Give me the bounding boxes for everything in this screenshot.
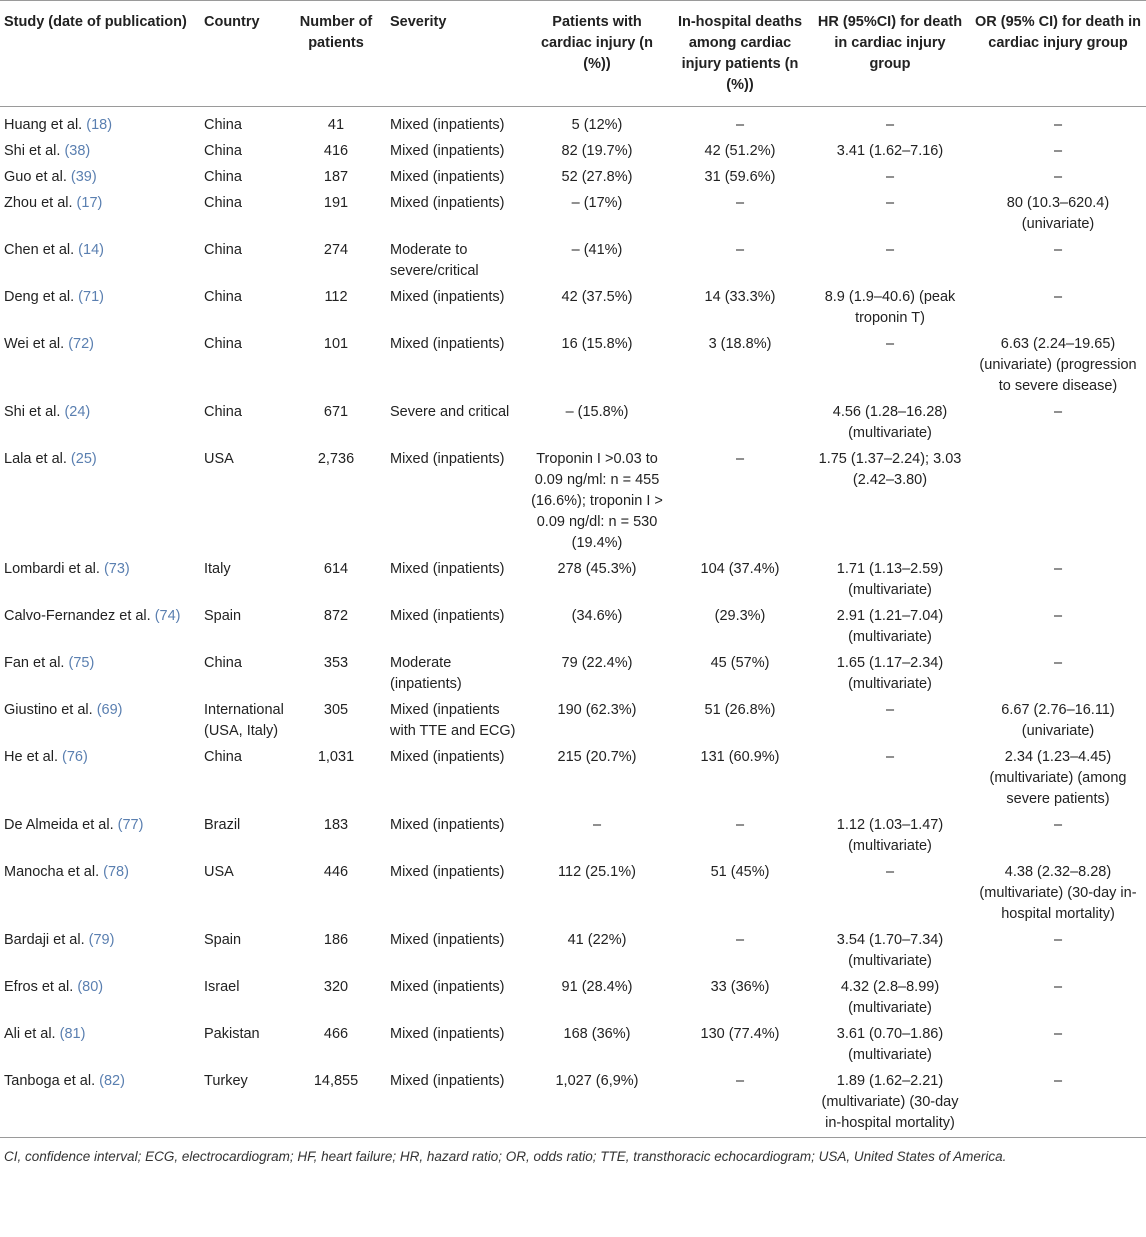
cell-severity: Mixed (inpatients)	[390, 749, 505, 765]
cell-cardiac-injury: 41 (22%)	[567, 932, 627, 948]
cell-cardiac-injury: 168 (36%)	[563, 1026, 631, 1042]
cell-study	[0, 1069, 200, 1138]
cell-hr: 3.41 (1.62–7.16)	[836, 143, 944, 159]
cell-or: 2.34 (1.23–4.45) (multivariate) (among severe patients)	[989, 749, 1127, 807]
study-name: Deng et al.	[4, 289, 75, 305]
cell-country: China	[204, 117, 242, 133]
cell-severity: Mixed (inpatients)	[390, 561, 505, 577]
cell-study	[0, 860, 200, 928]
cell-hr: –	[885, 195, 895, 211]
cell-or: –	[1053, 242, 1063, 258]
cell-hr: 8.9 (1.9–40.6) (peak troponin T)	[824, 289, 956, 326]
cell-or: 80 (10.3–620.4) (univariate)	[1006, 195, 1110, 232]
study-name: Calvo-Fernandez et al.	[4, 608, 151, 624]
table-row	[0, 557, 1146, 604]
table-row	[0, 191, 1146, 238]
table-row	[0, 604, 1146, 651]
header-study: Study (date of publication)	[0, 1, 200, 107]
reference-link[interactable]: (75)	[68, 655, 95, 671]
cell-cardiac-injury: 215 (20.7%)	[557, 749, 637, 765]
cell-hr: 1.89 (1.62–2.21) (multivariate) (30-day in-hospital mortality)	[821, 1073, 959, 1131]
study-name: Shi et al.	[4, 143, 61, 159]
cell-or: –	[1053, 1026, 1063, 1042]
reference-link[interactable]: (81)	[59, 1026, 86, 1042]
reference-link[interactable]: (17)	[76, 195, 103, 211]
cell-country: Brazil	[204, 817, 241, 833]
cell-or: –	[1053, 561, 1063, 577]
cell-number-of-patients: 466	[323, 1026, 349, 1042]
header-hr: HR (95%CI) for death in cardiac injury group	[810, 1, 970, 107]
cell-number-of-patients: 1,031	[317, 749, 355, 765]
cell-country: China	[204, 749, 242, 765]
cell-in-hospital-deaths: 51 (45%)	[710, 864, 770, 880]
cell-hr: 1.12 (1.03–1.47) (multivariate)	[836, 817, 944, 854]
cell-number-of-patients: 183	[323, 817, 349, 833]
reference-link[interactable]: (18)	[86, 117, 113, 133]
table-row	[0, 651, 1146, 698]
cell-in-hospital-deaths: 51 (26.8%)	[704, 702, 776, 718]
cell-study	[0, 447, 200, 557]
cell-hr: 1.65 (1.17–2.34) (multivariate)	[836, 655, 944, 692]
table-row	[0, 139, 1146, 165]
cell-in-hospital-deaths: 14 (33.3%)	[704, 289, 776, 305]
cell-in-hospital-deaths: 33 (36%)	[710, 979, 770, 995]
cell-severity: Moderate to severe/critical	[390, 242, 479, 279]
cell-hr: 3.61 (0.70–1.86) (multivariate)	[836, 1026, 944, 1063]
cell-study	[0, 139, 200, 165]
cell-severity: Mixed (inpatients)	[390, 1026, 505, 1042]
study-name: Guo et al.	[4, 169, 67, 185]
cell-country: USA	[204, 864, 234, 880]
cell-cardiac-injury: – (41%)	[571, 242, 623, 258]
cell-cardiac-injury: 278 (45.3%)	[557, 561, 637, 577]
table-row	[0, 813, 1146, 860]
cell-or: –	[1053, 169, 1063, 185]
cell-country: Spain	[204, 932, 242, 948]
reference-link[interactable]: (82)	[99, 1073, 125, 1089]
study-name: Wei et al.	[4, 336, 65, 352]
reference-link[interactable]: (71)	[78, 289, 104, 305]
cell-study	[0, 745, 200, 813]
table-row	[0, 698, 1146, 745]
cell-study	[0, 400, 200, 447]
header-severity: Severity	[386, 1, 524, 107]
cell-severity: Mixed (inpatients)	[390, 817, 505, 833]
table-row	[0, 107, 1146, 140]
cell-study	[0, 557, 200, 604]
cell-severity: Mixed (inpatients)	[390, 608, 505, 624]
study-name: Giustino et al.	[4, 702, 93, 718]
cell-in-hospital-deaths: –	[735, 242, 745, 258]
footnote: CI, confidence interval; ECG, electrocardiogram; HF, heart failure; HR, hazard ratio; OR, odds ratio; TTE, transthoracic echocardiogram; USA, United States of America.	[0, 1138, 1146, 1168]
header-country: Country	[200, 1, 286, 107]
cell-number-of-patients: 187	[323, 169, 349, 185]
cell-in-hospital-deaths: –	[735, 117, 745, 133]
cell-cardiac-injury: 5 (12%)	[571, 117, 623, 133]
cell-or: –	[1053, 117, 1063, 133]
cell-number-of-patients: 274	[323, 242, 349, 258]
cell-hr: 4.56 (1.28–16.28) (multivariate)	[832, 404, 948, 441]
study-name: Efros et al.	[4, 979, 74, 995]
table-row	[0, 1022, 1146, 1069]
cell-or: –	[1053, 404, 1063, 420]
cell-country: China	[204, 655, 242, 671]
cell-hr: 4.32 (2.8–8.99) (multivariate)	[840, 979, 940, 1016]
cell-country: Israel	[204, 979, 240, 995]
cell-number-of-patients: 353	[323, 655, 349, 671]
cell-or: –	[1053, 143, 1063, 159]
cell-country: Italy	[204, 561, 231, 577]
cell-cardiac-injury: 82 (19.7%)	[561, 143, 633, 159]
cell-study	[0, 975, 200, 1022]
cell-hr: –	[885, 336, 895, 352]
cell-hr: –	[885, 702, 895, 718]
cell-country: Spain	[204, 608, 242, 624]
cell-cardiac-injury: (34.6%)	[571, 608, 623, 624]
study-name: Zhou et al.	[4, 195, 73, 211]
table-row	[0, 975, 1146, 1022]
cell-cardiac-injury: Troponin I >0.03 to 0.09 ng/ml: n = 455 (16.6%); troponin I > 0.09 ng/dl: n = 530 (19.4%)	[531, 451, 663, 551]
cell-number-of-patients: 671	[323, 404, 349, 420]
table-row	[0, 745, 1146, 813]
cell-severity: Moderate (inpatients)	[390, 655, 462, 692]
reference-link[interactable]: (14)	[78, 242, 104, 258]
reference-link[interactable]: (77)	[117, 817, 144, 833]
reference-link[interactable]: (76)	[62, 749, 88, 765]
cell-number-of-patients: 2,736	[317, 451, 355, 467]
cell-number-of-patients: 41	[327, 117, 345, 133]
cell-or: –	[1053, 608, 1063, 624]
header-row	[0, 1, 1146, 107]
table-body	[0, 107, 1146, 1138]
cell-severity: Mixed (inpatients)	[390, 195, 505, 211]
reference-link[interactable]: (72)	[68, 336, 95, 352]
cell-country: USA	[204, 451, 234, 467]
cell-hr: –	[885, 169, 895, 185]
cell-number-of-patients: 305	[323, 702, 349, 718]
study-name: Ali et al.	[4, 1026, 56, 1042]
cell-country: Pakistan	[204, 1026, 260, 1042]
cell-or: –	[1053, 289, 1063, 305]
cell-study	[0, 238, 200, 285]
header-in-hospital-deaths: In-hospital deaths among cardiac injury patients (n (%))	[670, 1, 810, 107]
table-row	[0, 238, 1146, 285]
cell-severity: Mixed (inpatients)	[390, 289, 505, 305]
cell-or: 6.63 (2.24–19.65) (univariate) (progression to severe disease)	[979, 336, 1137, 394]
cell-number-of-patients: 416	[323, 143, 349, 159]
cell-country: China	[204, 242, 242, 258]
reference-link[interactable]: (74)	[154, 608, 181, 624]
cell-in-hospital-deaths: –	[735, 932, 745, 948]
cell-country: China	[204, 143, 242, 159]
table-row	[0, 928, 1146, 975]
cell-hr: –	[885, 864, 895, 880]
cell-study	[0, 604, 200, 651]
cell-study	[0, 285, 200, 332]
cell-cardiac-injury: – (15.8%)	[565, 404, 629, 420]
study-name: Chen et al.	[4, 242, 75, 258]
footnote-row	[0, 1138, 1146, 1168]
cell-study	[0, 651, 200, 698]
study-name: Fan et al.	[4, 655, 65, 671]
cell-severity: Severe and critical	[390, 404, 510, 420]
study-name: Lombardi et al.	[4, 561, 100, 577]
cell-in-hospital-deaths: –	[735, 817, 745, 833]
cell-number-of-patients: 101	[323, 336, 349, 352]
cell-number-of-patients: 191	[323, 195, 349, 211]
cell-cardiac-injury: –	[592, 817, 602, 833]
cell-country: Turkey	[204, 1073, 248, 1089]
cell-study	[0, 698, 200, 745]
cell-severity: Mixed (inpatients)	[390, 932, 505, 948]
cell-cardiac-injury: 42 (37.5%)	[561, 289, 633, 305]
cell-in-hospital-deaths: 31 (59.6%)	[704, 169, 776, 185]
cell-or: –	[1053, 655, 1063, 671]
cell-number-of-patients: 872	[323, 608, 349, 624]
cell-study	[0, 107, 200, 140]
cell-cardiac-injury: 91 (28.4%)	[561, 979, 633, 995]
reference-link[interactable]: (38)	[64, 143, 91, 159]
cell-number-of-patients: 186	[323, 932, 349, 948]
reference-link[interactable]: (39)	[70, 169, 97, 185]
cell-severity: Mixed (inpatients)	[390, 336, 505, 352]
cell-country: China	[204, 195, 242, 211]
cell-country: China	[204, 289, 242, 305]
cell-severity: Mixed (inpatients)	[390, 117, 505, 133]
study-name: Tanboga et al.	[4, 1073, 96, 1089]
cell-cardiac-injury: 190 (62.3%)	[557, 702, 637, 718]
cell-number-of-patients: 446	[323, 864, 349, 880]
cell-severity: Mixed (inpatients)	[390, 1073, 505, 1089]
cell-hr: 1.71 (1.13–2.59) (multivariate)	[836, 561, 944, 598]
cell-hr: 2.91 (1.21–7.04) (multivariate)	[836, 608, 944, 645]
table-row	[0, 1069, 1146, 1138]
cell-or: –	[1053, 1073, 1063, 1089]
study-name: Shi et al.	[4, 404, 61, 420]
cell-study	[0, 191, 200, 238]
cell-hr: –	[885, 117, 895, 133]
cell-severity: Mixed (inpatients)	[390, 451, 505, 467]
cell-country: China	[204, 169, 242, 185]
reference-link[interactable]: (80)	[77, 979, 104, 995]
cell-or: –	[1053, 817, 1063, 833]
cell-or: 6.67 (2.76–16.11) (univariate)	[1001, 702, 1115, 739]
cell-severity: Mixed (inpatients)	[390, 169, 505, 185]
cell-cardiac-injury: 79 (22.4%)	[561, 655, 633, 671]
cell-number-of-patients: 614	[323, 561, 349, 577]
cell-number-of-patients: 320	[323, 979, 349, 995]
study-name: Lala et al.	[4, 451, 67, 467]
cell-in-hospital-deaths: (29.3%)	[714, 608, 766, 624]
cell-number-of-patients: 112	[324, 289, 348, 305]
cell-country: China	[204, 404, 242, 420]
reference-link[interactable]: (78)	[103, 864, 129, 880]
cell-or: 4.38 (2.32–8.28) (multivariate) (30-day in-hospital mortality)	[979, 864, 1137, 922]
cell-or	[970, 447, 1146, 557]
study-name: Huang et al.	[4, 117, 83, 133]
cell-severity: Mixed (inpatients)	[390, 143, 505, 159]
study-name: He et al.	[4, 749, 58, 765]
cell-or: –	[1053, 932, 1063, 948]
cell-in-hospital-deaths: 45 (57%)	[710, 655, 770, 671]
table-row	[0, 860, 1146, 928]
reference-link[interactable]: (73)	[103, 561, 130, 577]
header-number-of-patients: Number of patients	[286, 1, 386, 107]
header-cardiac-injury: Patients with cardiac injury (n (%))	[524, 1, 670, 107]
header-or: OR (95% CI) for death in cardiac injury group	[970, 1, 1146, 107]
cell-in-hospital-deaths: 42 (51.2%)	[704, 143, 776, 159]
cell-severity: Mixed (inpatients with TTE and ECG)	[390, 702, 516, 739]
cell-cardiac-injury: 52 (27.8%)	[561, 169, 633, 185]
cell-study	[0, 928, 200, 975]
cell-hr: 1.75 (1.37–2.24); 3.03 (2.42–3.80)	[818, 451, 962, 488]
cell-in-hospital-deaths	[670, 400, 810, 447]
cell-hr: –	[885, 242, 895, 258]
reference-link[interactable]: (79)	[88, 932, 115, 948]
table-row	[0, 332, 1146, 400]
cell-in-hospital-deaths: –	[735, 1073, 745, 1089]
cell-severity: Mixed (inpatients)	[390, 864, 505, 880]
cell-study	[0, 813, 200, 860]
cell-cardiac-injury: 16 (15.8%)	[561, 336, 633, 352]
cell-in-hospital-deaths: –	[735, 451, 745, 467]
cell-country: China	[204, 336, 242, 352]
cell-in-hospital-deaths: 104 (37.4%)	[700, 561, 780, 577]
cell-number-of-patients: 14,855	[313, 1073, 359, 1089]
cell-in-hospital-deaths: 130 (77.4%)	[700, 1026, 780, 1042]
cell-cardiac-injury: 112 (25.1%)	[558, 864, 636, 880]
cell-study	[0, 1022, 200, 1069]
table-row	[0, 400, 1146, 447]
cell-hr: –	[885, 749, 895, 765]
cell-or: –	[1053, 979, 1063, 995]
reference-link[interactable]: (69)	[96, 702, 123, 718]
cell-severity: Mixed (inpatients)	[390, 979, 505, 995]
cell-study	[0, 165, 200, 191]
study-name: Bardaji et al.	[4, 932, 85, 948]
cell-hr: 3.54 (1.70–7.34) (multivariate)	[836, 932, 944, 969]
cell-in-hospital-deaths: 131 (60.9%)	[700, 749, 780, 765]
cell-study	[0, 332, 200, 400]
cell-cardiac-injury: – (17%)	[571, 195, 623, 211]
table-row	[0, 285, 1146, 332]
cell-in-hospital-deaths: –	[735, 195, 745, 211]
cell-in-hospital-deaths: 3 (18.8%)	[708, 336, 772, 352]
table-row	[0, 447, 1146, 557]
study-name: Manocha et al.	[4, 864, 100, 880]
study-name: De Almeida et al.	[4, 817, 114, 833]
table-row	[0, 165, 1146, 191]
reference-link[interactable]: (25)	[70, 451, 97, 467]
cell-country: International (USA, Italy)	[204, 702, 284, 739]
reference-link[interactable]: (24)	[64, 404, 91, 420]
cell-cardiac-injury: 1,027 (6,9%)	[555, 1073, 639, 1089]
